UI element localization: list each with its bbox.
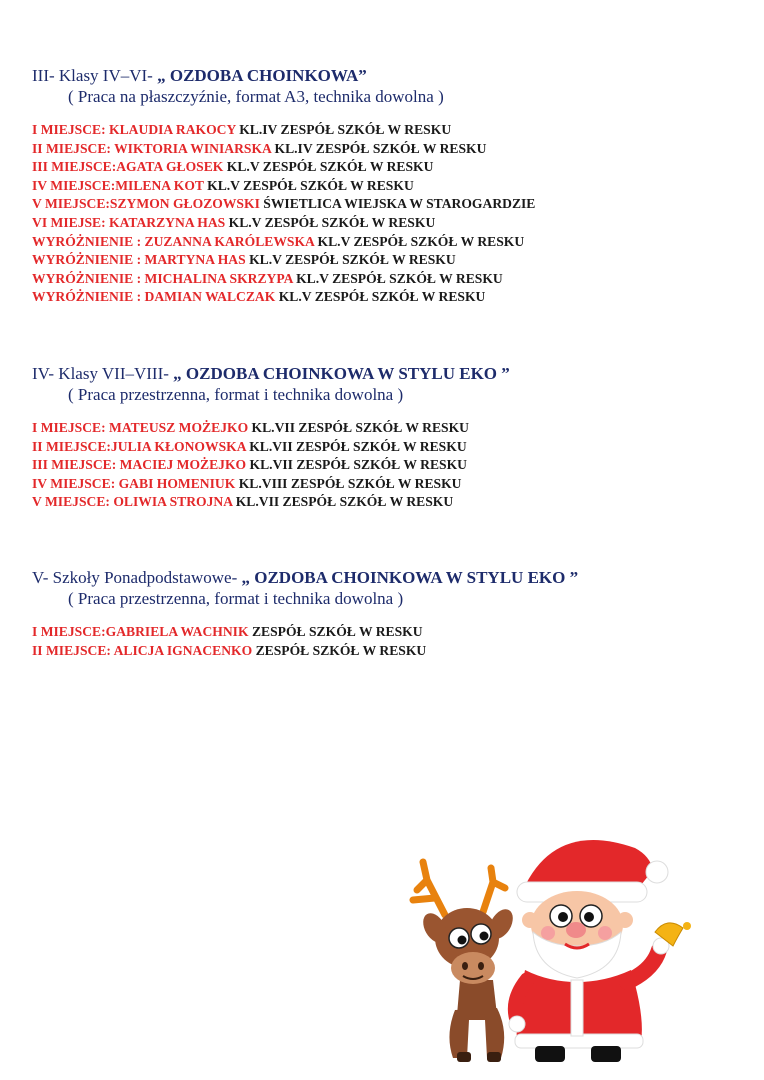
- winner-place: WYRÓŻNIENIE : DAMIAN WALCZAK: [32, 289, 276, 305]
- winner-place: I MIEJSCE: MATEUSZ MOŻEJKO: [32, 420, 249, 435]
- section-subtitle: ( Praca na płaszczyźnie, format A3, technika dowolna ): [68, 87, 444, 106]
- winner-info: ZESPÓŁ SZKÓŁ W RESKU: [251, 624, 423, 639]
- winner-row: [32, 177, 752, 196]
- winner-info: KL.VII ZESPÓŁ SZKÓŁ W RESKU: [251, 420, 469, 435]
- winner-place: I MIEJSCE:GABRIELA WACHNIK: [32, 624, 249, 639]
- winner-place: II MIEJSCE: WIKTORIA WINIARSKA: [32, 140, 272, 156]
- winner-row: [32, 642, 752, 661]
- winner-info: ŚWIETLICA WIEJSKA W STAROGARDZIE: [263, 196, 536, 212]
- winner-info: KL.V ZESPÓŁ SZKÓŁ W RESKU: [317, 233, 525, 249]
- section-secondary-schools: [32, 568, 752, 660]
- section-heading: [32, 66, 752, 86]
- winner-place: IV MIEJSCE: GABI HOMENIUK: [32, 475, 236, 491]
- winner-row: [32, 288, 752, 307]
- winner-info: KL.VII ZESPÓŁ SZKÓŁ W RESKU: [235, 494, 454, 510]
- winner-row: [32, 140, 752, 159]
- reindeer: [413, 862, 518, 1062]
- santa-reindeer-icon: [405, 820, 705, 1065]
- section-number: III- Klasy IV–VI-: [32, 66, 153, 85]
- winner-info: KL.IV ZESPÓŁ SZKÓŁ W RESKU: [274, 140, 487, 156]
- winner-row: [32, 475, 752, 494]
- winner-place: III MIEJSCE:AGATA GŁOSEK: [32, 159, 224, 175]
- winner-info: KL.VII ZESPÓŁ SZKÓŁ W RESKU: [249, 438, 467, 454]
- winner-row: [32, 456, 752, 475]
- winner-row: [32, 251, 752, 270]
- winner-row: [32, 623, 752, 642]
- section-classes-4-6: [32, 66, 752, 307]
- winner-place: II MIEJSCE: ALICJA IGNACENKO: [32, 642, 253, 658]
- winner-place: WYRÓŻNIENIE : ZUZANNA KARÓLEWSKA: [32, 233, 315, 249]
- section-heading: [32, 568, 752, 588]
- section-subtitle: ( Praca przestrzenna, format i technika dowolna ): [68, 589, 404, 608]
- section-classes-7-8: [32, 364, 752, 512]
- winner-row: [32, 438, 752, 457]
- winner-place: IV MIEJSCE:MILENA KOT: [32, 177, 204, 193]
- winner-place: I MIEJSCE: KLAUDIA RAKOCY: [32, 122, 236, 137]
- winner-info: KL.V ZESPÓŁ SZKÓŁ W RESKU: [278, 289, 486, 305]
- competition-title: „ OZDOBA CHOINKOWA W STYLU EKO ”: [241, 568, 579, 587]
- winner-row: [32, 419, 752, 438]
- winner-row: [32, 214, 752, 233]
- winner-row: [32, 493, 752, 512]
- winners-list: [32, 623, 752, 660]
- winner-place: WYRÓŻNIENIE : MARTYNA HAS: [32, 252, 246, 268]
- section-number: V- Szkoły Ponadpodstawowe-: [32, 568, 238, 587]
- winner-info: KL.VII ZESPÓŁ SZKÓŁ W RESKU: [249, 457, 467, 473]
- winner-place: WYRÓŻNIENIE : MICHALINA SKRZYPA: [32, 270, 293, 286]
- winner-row: [32, 270, 752, 289]
- winner-place: II MIEJSCE:JULIA KŁONOWSKA: [32, 438, 246, 454]
- competition-title: „ OZDOBA CHOINKOWA”: [157, 66, 367, 85]
- winner-info: KL.V ZESPÓŁ SZKÓŁ W RESKU: [249, 252, 456, 268]
- section-subtitle: ( Praca przestrzenna, format i technika dowolna ): [68, 385, 404, 404]
- santa: [509, 840, 691, 1062]
- winner-info: KL.V ZESPÓŁ SZKÓŁ W RESKU: [296, 270, 503, 286]
- winner-row: [32, 121, 752, 140]
- winner-place: VI MIEJSE: KATARZYNA HAS: [32, 214, 226, 230]
- competition-title: „ OZDOBA CHOINKOWA W STYLU EKO ”: [173, 364, 510, 383]
- winner-info: KL.VIII ZESPÓŁ SZKÓŁ W RESKU: [238, 475, 462, 491]
- winner-info: KL.IV ZESPÓŁ SZKÓŁ W RESKU: [239, 122, 452, 137]
- winner-row: [32, 158, 752, 177]
- winner-place: III MIEJSCE: MACIEJ MOŻEJKO: [32, 457, 247, 473]
- winner-row: [32, 233, 752, 252]
- winners-list: [32, 121, 752, 307]
- winners-list: [32, 419, 752, 512]
- winner-place: V MIEJSCE: OLIWIA STROJNA: [32, 494, 233, 510]
- winner-place: V MIEJSCE:SZYMON GŁOZOWSKI: [32, 196, 260, 212]
- winner-info: KL.V ZESPÓŁ SZKÓŁ W RESKU: [228, 214, 436, 230]
- santa-reindeer-illustration: [405, 820, 705, 1065]
- winner-info: KL.V ZESPÓŁ SZKÓŁ W RESKU: [226, 159, 434, 175]
- winner-info: ZESPÓŁ SZKÓŁ W RESKU: [255, 642, 427, 658]
- section-number: IV- Klasy VII–VIII-: [32, 364, 169, 383]
- section-heading: [32, 364, 752, 384]
- winner-info: KL.V ZESPÓŁ SZKÓŁ W RESKU: [207, 177, 414, 193]
- winner-row: [32, 195, 752, 214]
